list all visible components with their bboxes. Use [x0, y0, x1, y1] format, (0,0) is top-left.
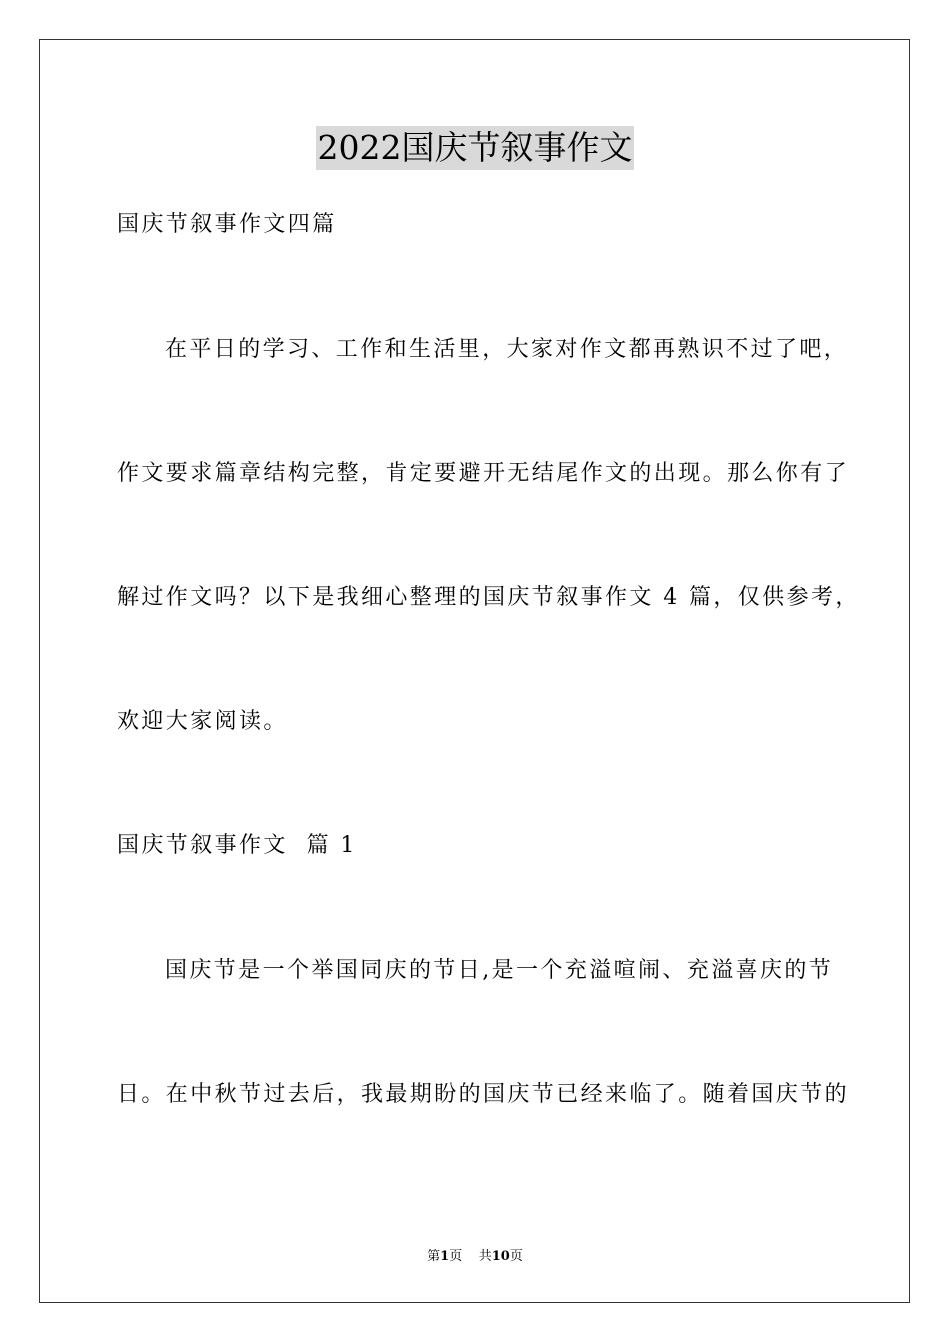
section-paragraph-line: 国庆节是一个举国同庆的节日,是一个充溢喧闹、充溢喜庆的节 — [165, 958, 834, 983]
title-container — [0, 126, 950, 170]
footer-page-current: 1 — [440, 1249, 450, 1264]
document-subtitle: 国庆节叙事作文四篇 — [117, 212, 337, 237]
footer-total-prefix: 共 — [478, 1249, 492, 1264]
footer-page-total: 10 — [491, 1249, 510, 1264]
paragraph-line: 解过作文吗？以下是我细心整理的国庆节叙事作文 4 篇，仅供参考， — [117, 585, 860, 610]
footer-total-unit: 页 — [509, 1249, 523, 1264]
document-title: 2022国庆节叙事作文 — [316, 126, 635, 170]
footer-page-unit: 页 — [449, 1249, 463, 1264]
section-heading: 国庆节叙事作文 篇 1 — [117, 833, 357, 858]
paragraph-line: 作文要求篇章结构完整，肯定要避开无结尾作文的出现。那么你有了 — [117, 461, 850, 486]
page-footer — [0, 1248, 950, 1266]
paragraph-line: 在平日的学习、工作和生活里，大家对作文都再熟识不过了吧， — [165, 337, 849, 362]
paragraph-line: 欢迎大家阅读。 — [117, 709, 288, 734]
section-paragraph-line: 日。在中秋节过去后，我最期盼的国庆节已经来临了。随着国庆节的 — [117, 1082, 850, 1107]
footer-page-prefix: 第 — [427, 1249, 441, 1264]
